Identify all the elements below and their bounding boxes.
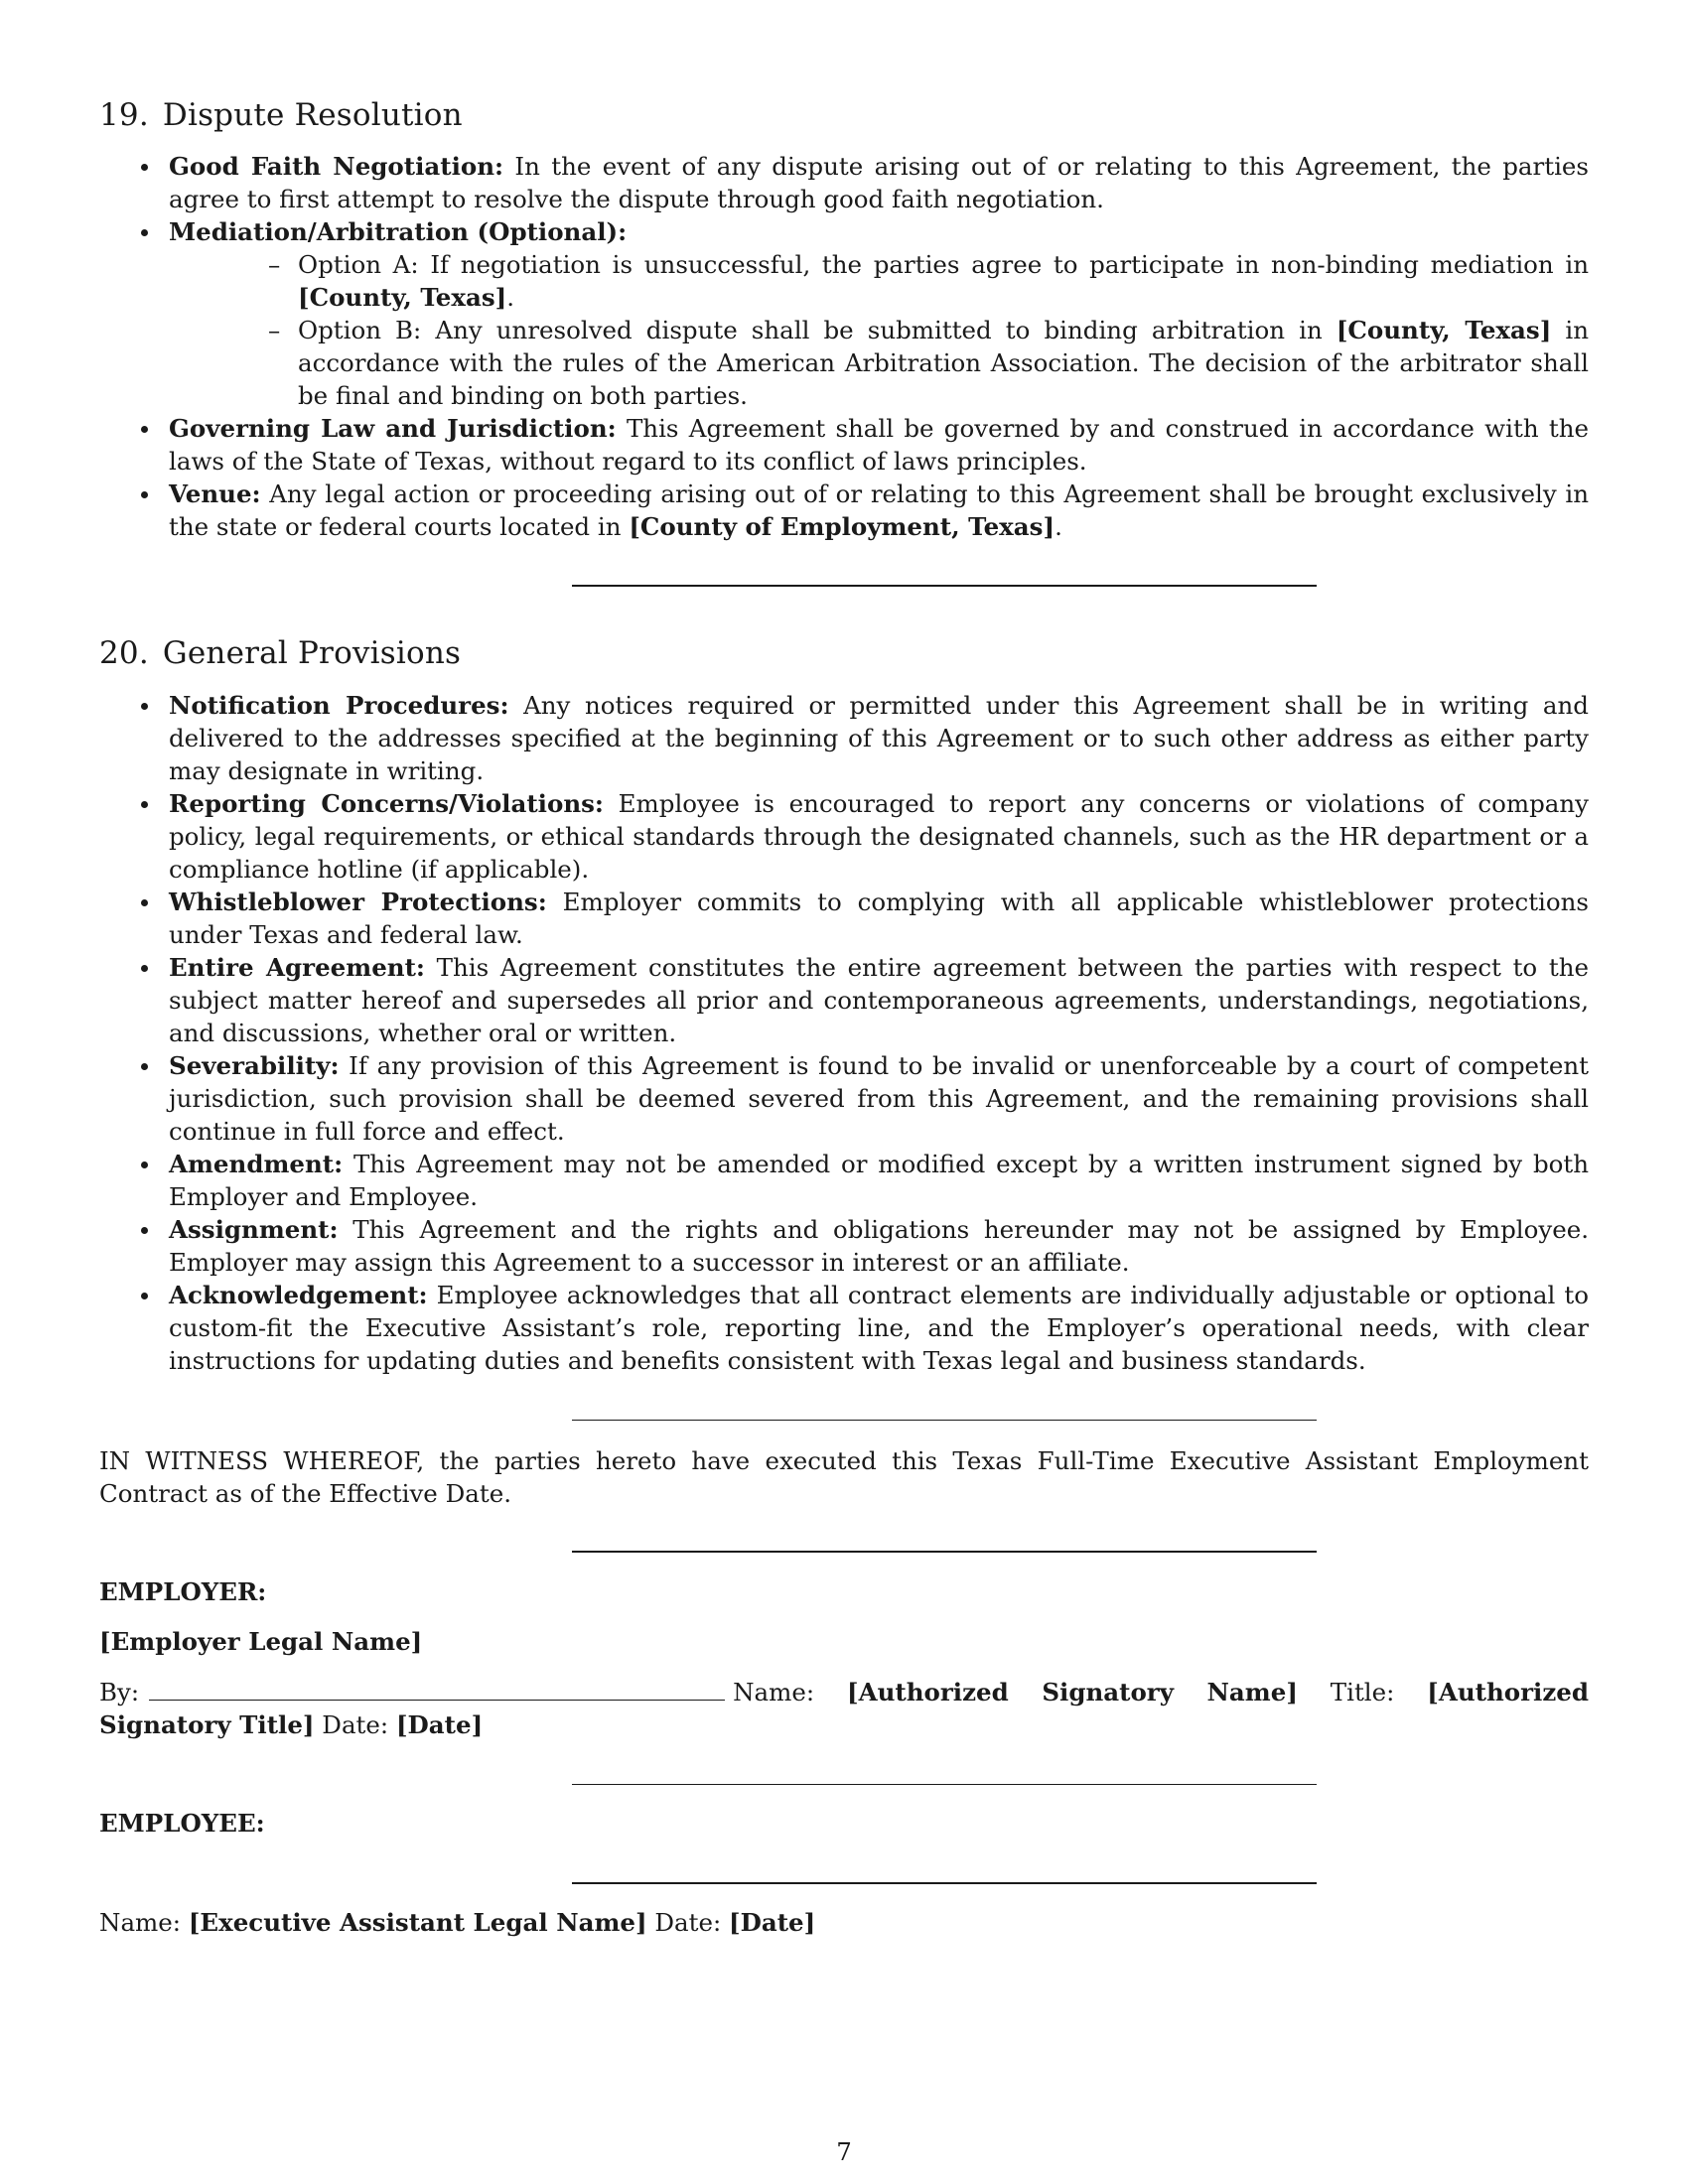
section-divider [572,585,1317,587]
employer-heading: EMPLOYER: [99,1577,267,1606]
employee-heading: EMPLOYEE: [99,1809,265,1838]
section-20-heading [99,635,461,671]
employer-signature-block: By: Name: [Authorized Signatory Name] Title: [Authorized Signatory Title] Date: [Date] [99,1678,1589,1739]
dispute-resolution-list [99,150,1589,543]
witness-clause: IN WITNESS WHEREOF, the parties hereto have executed this Texas Full-Time Executive Assistant Employment Contract as of the Effective Date. [99,1446,1589,1508]
sub-list-item: – Option A: If negotiation is unsuccessful, the parties agree to participate in non-binding mediation in [County, Texas]. [169,248,1589,314]
section-divider [572,1420,1317,1421]
list-item: Reporting Concerns/Violations: Employee is encouraged to report any concerns or violations of company policy, legal requirements, or ethical standards through the designated channels, such as the HR department or a compliance hotline (if applicable). [99,787,1589,886]
list-item: Venue: Any legal action or proceeding arising out of or relating to this Agreement shall be brought exclusively in the state or federal courts located in [County of Employment, Texas]. [99,478,1589,543]
section-number: 20. [99,635,149,671]
list-item: Notification Procedures: Any notices required or permitted under this Agreement shall be in writing and delivered to the addresses specified at the beginning of this Agreement or to such other address as either party may designate in writing. [99,689,1589,787]
list-item: Good Faith Negotiation: In the event of any dispute arising out of or relating to this Agreement, the parties agree to first attempt to resolve the dispute through good faith negotiation. [99,150,1589,215]
sub-list-item: – Option B: Any unresolved dispute shall be submitted to binding arbitration in [County, Texas] in accordance with the rules of the American Arbitration Association. The decision of the arbitrator shall be final and binding on both parties. [169,314,1589,412]
employee-signature-block: Name: [Executive Assistant Legal Name] Date: [Date] [99,1908,816,1937]
list-item: Assignment: This Agreement and the rights and obligations hereunder may not be assigned by Employee. Employer may assign this Agreement to a successor in interest or an affiliate. [99,1213,1589,1279]
list-item: Severability: If any provision of this Agreement is found to be invalid or unenforceable by a court of competent jurisdiction, such provision shall be deemed severed from this Agreement, and the remaining provisions shall continue in full force and effect. [99,1049,1589,1148]
page-number: 7 [836,2137,852,2166]
section-number: 19. [99,97,149,133]
section-19-heading [99,97,463,133]
section-divider [572,1784,1317,1785]
list-item: Governing Law and Jurisdiction: This Agreement shall be governed by and construed in accordance with the laws of the State of Texas, without regard to its conflict of laws principles. [99,412,1589,478]
section-title: Dispute Resolution [162,97,463,133]
list-item: Amendment: This Agreement may not be amended or modified except by a written instrument signed by both Employer and Employee. [99,1148,1589,1213]
general-provisions-list [99,689,1589,1377]
list-item: Entire Agreement: This Agreement constitutes the entire agreement between the parties with respect to the subject matter hereof and supersedes all prior and contemporaneous agreements, understandings, negotiations, and discussions, whether oral or written. [99,951,1589,1049]
signature-line[interactable] [149,1678,725,1701]
section-divider [572,1551,1317,1553]
list-item: Mediation/Arbitration (Optional): – Option A: If negotiation is unsuccessful, the parties agree to participate in non-binding mediation in [County, Texas]. – Option B: Any unresolved dispute shall be submitted to binding arbitration in [County, Texas] in accordance with the rules of the American Arbitration Association. The decision of the arbitrator shall be final and binding on both parties. [99,215,1589,412]
list-item: Acknowledgement: Employee acknowledges that all contract elements are individually adjustable or optional to custom-fit the Executive Assistant’s role, reporting line, and the Employer’s operational needs, with clear instructions for updating duties and benefits consistent with Texas legal and business standards. [99,1279,1589,1377]
list-item: Whistleblower Protections: Employer commits to complying with all applicable whistleblower protections under Texas and federal law. [99,886,1589,951]
employer-legal-name: [Employer Legal Name] [99,1627,423,1656]
section-title: General Provisions [162,635,462,671]
options-sublist [169,248,1589,412]
section-divider [572,1882,1317,1884]
